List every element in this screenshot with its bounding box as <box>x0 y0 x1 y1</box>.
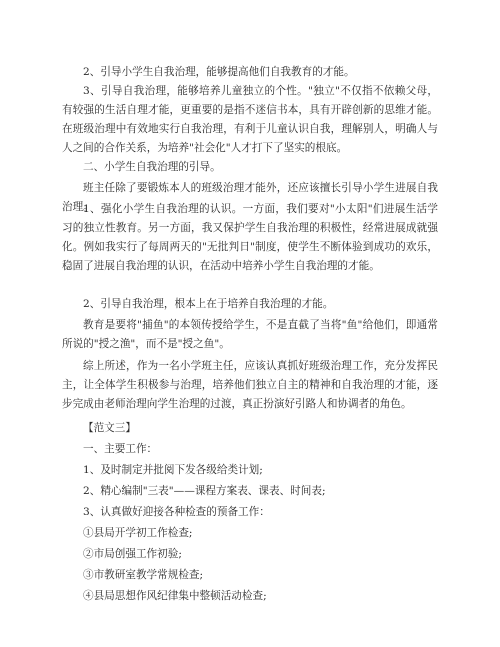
paragraph-conclusion: 综上所述，作为一名小学班主任，应该认真抓好班级治理工作，充分发挥民主，让全体学生积极参与治理，培养他们独立自主的精神和自我治理的才能，逐步完成由老师治理向学生治理的过渡，真正扮演好引路人和协调者的角色。 <box>62 360 438 410</box>
work-item-3: 3、认真做好迎接各种检查的预备工作： <box>83 506 270 518</box>
paragraph-guide-ability: 2、引导自我治理，根本上在于培养自我治理的才能。 <box>83 298 334 310</box>
inspection-item-3: ③市教研室教学常规检查; <box>83 569 204 581</box>
work-item-1: 1、及时制定并批阅下发各级给类计划; <box>83 464 263 476</box>
paragraph-teacher-role: 班主任除了要锻炼本人的班级治理才能外，还应该擅长引导小学生进展自我治理。 <box>62 182 438 213</box>
inspection-item-1: ①县局开学初工作检查; <box>83 527 193 539</box>
main-work-heading: 一、主要工作： <box>83 443 158 455</box>
paragraph-strengthen-awareness: 1、强化小学生自我治理的认识。一方面，我们要对"小太阳"们进展生活学习的独立性教育。另一方面，我又保护学生自我治理的积极性，经常进展成就强化。例如我实行了每周两天的"无批判日"制度，使学生不断体验到成功的欢乐，稳固了进展自我治理的认识，在活动中培养小学生自我治理的才能。 <box>62 203 438 272</box>
inspection-item-2: ②市局创强工作初验; <box>83 548 182 560</box>
sample-heading: 【范文三】 <box>83 422 136 434</box>
inspection-item-4: ④县局思想作风纪律集中整顿活动检查; <box>83 590 267 602</box>
paragraph-self-education: 2、引导小学生自我治理，能够提高他们自我教育的才能。 <box>83 66 355 78</box>
paragraph-independence: 3、引导自我治理，能够培养儿童独立的个性。"独立"不仅指不依赖父母，有较强的生活自理才能，更重要的是指不迷信书本，具有开辟创新的思维才能。在班级治理中有效地实行自我治理，有利于儿童认识自我，理解别人，明确人与人之间的合作关系，为培养"社会化"人才打下了坚实的根底。 <box>62 85 438 154</box>
paragraph-fishing-metaphor: 教育是要将"捕鱼"的本领传授给学生，不是直截了当将"鱼"给他们，即通常所说的"授之渔"，而不是"授之鱼"。 <box>62 319 438 350</box>
work-item-2: 2、精心编制"三表"——课程方案表、课表、时间表; <box>83 485 326 497</box>
section-heading-guidance: 二、小学生自我治理的引导。 <box>83 161 221 173</box>
